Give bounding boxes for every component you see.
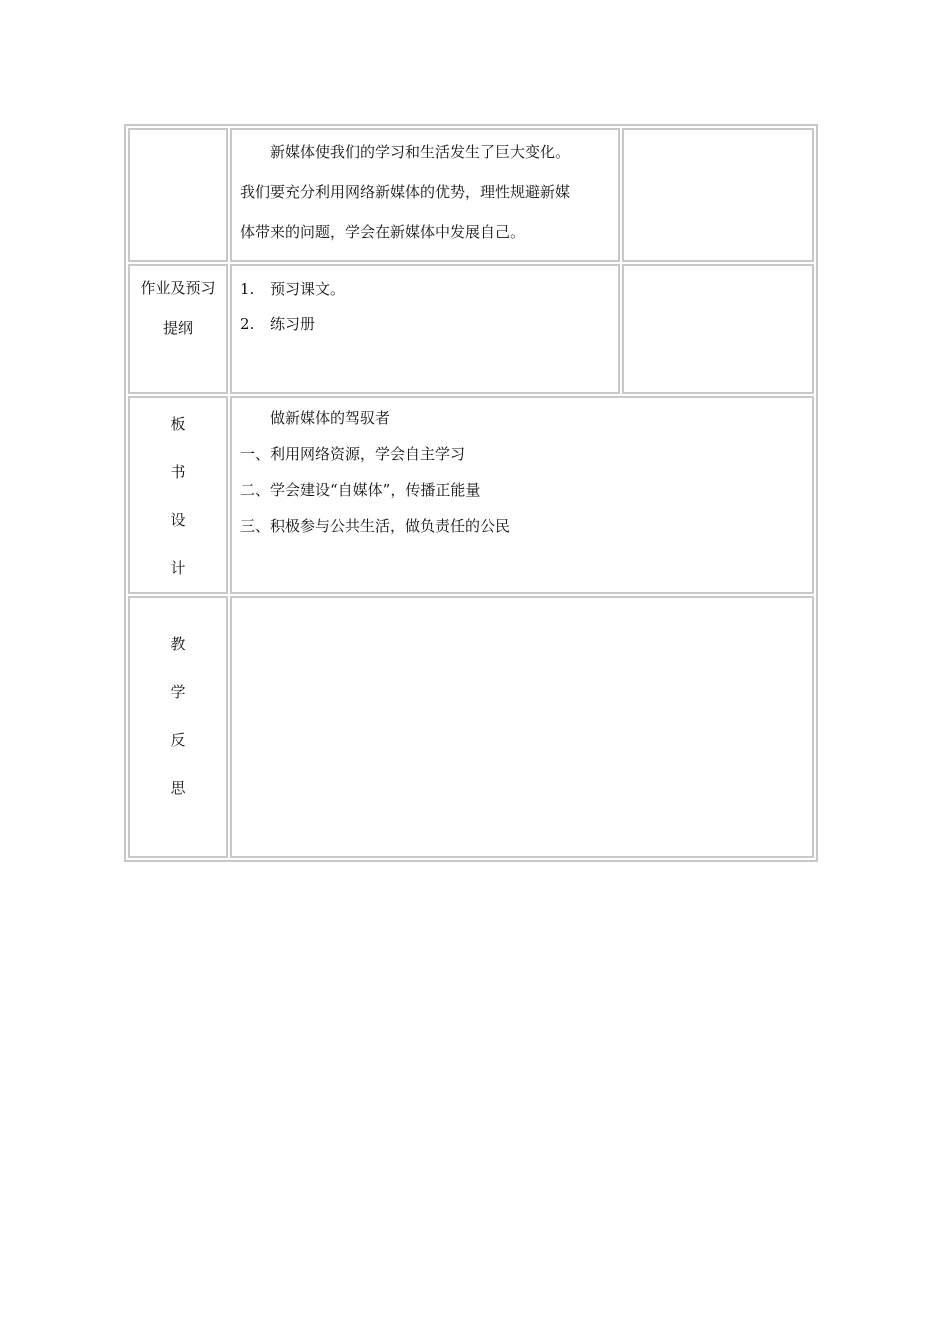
blackboard-label-cell <box>128 396 228 594</box>
summary-line: 新媒体使我们的学习和生活发生了巨大变化。 <box>270 143 571 161</box>
reflection-label-char: 思 <box>170 779 186 797</box>
blackboard-title: 做新媒体的驾驭者 <box>270 409 391 427</box>
summary-row <box>128 128 814 262</box>
homework-label-line: 作业及预习 <box>140 279 216 297</box>
reflection-label-char: 教 <box>170 635 186 653</box>
blackboard-label-char: 板 <box>170 415 186 433</box>
list-item <box>232 307 618 342</box>
summary-label-cell <box>128 128 228 262</box>
homework-row <box>128 264 814 394</box>
list-text: 预习课文。 <box>270 280 346 298</box>
blackboard-point: 二、学会建设“自媒体”，传播正能量 <box>240 481 481 499</box>
list-number: 2. <box>240 315 255 333</box>
blackboard-content-cell <box>230 396 814 594</box>
homework-label-cell <box>128 264 228 394</box>
list-number: 1. <box>240 280 255 298</box>
reflection-label-char: 反 <box>170 731 186 749</box>
summary-line: 我们要充分利用网络新媒体的优势，理性规避新媒 <box>240 183 571 201</box>
blackboard-point: 三、积极参与公共生活，做负责任的公民 <box>240 517 511 535</box>
summary-line: 体带来的问题，学会在新媒体中发展自己。 <box>240 223 526 241</box>
summary-note-cell <box>622 128 814 262</box>
reflection-label-cell <box>128 596 228 858</box>
homework-content-cell <box>230 264 620 394</box>
blackboard-label-char: 设 <box>170 511 186 529</box>
lesson-plan-table <box>124 124 818 862</box>
blackboard-row <box>128 396 814 594</box>
list-text: 练习册 <box>270 315 316 333</box>
homework-note-cell <box>622 264 814 394</box>
blackboard-point: 一、利用网络资源，学会自主学习 <box>240 445 466 463</box>
reflection-label-char: 学 <box>170 683 186 701</box>
summary-content-cell <box>230 128 620 262</box>
blackboard-label-char: 书 <box>170 463 186 481</box>
homework-label-line: 提纲 <box>162 319 193 337</box>
blackboard-label-char: 计 <box>170 559 186 577</box>
list-item <box>232 272 618 307</box>
reflection-row <box>128 596 814 858</box>
reflection-content-cell <box>230 596 814 858</box>
